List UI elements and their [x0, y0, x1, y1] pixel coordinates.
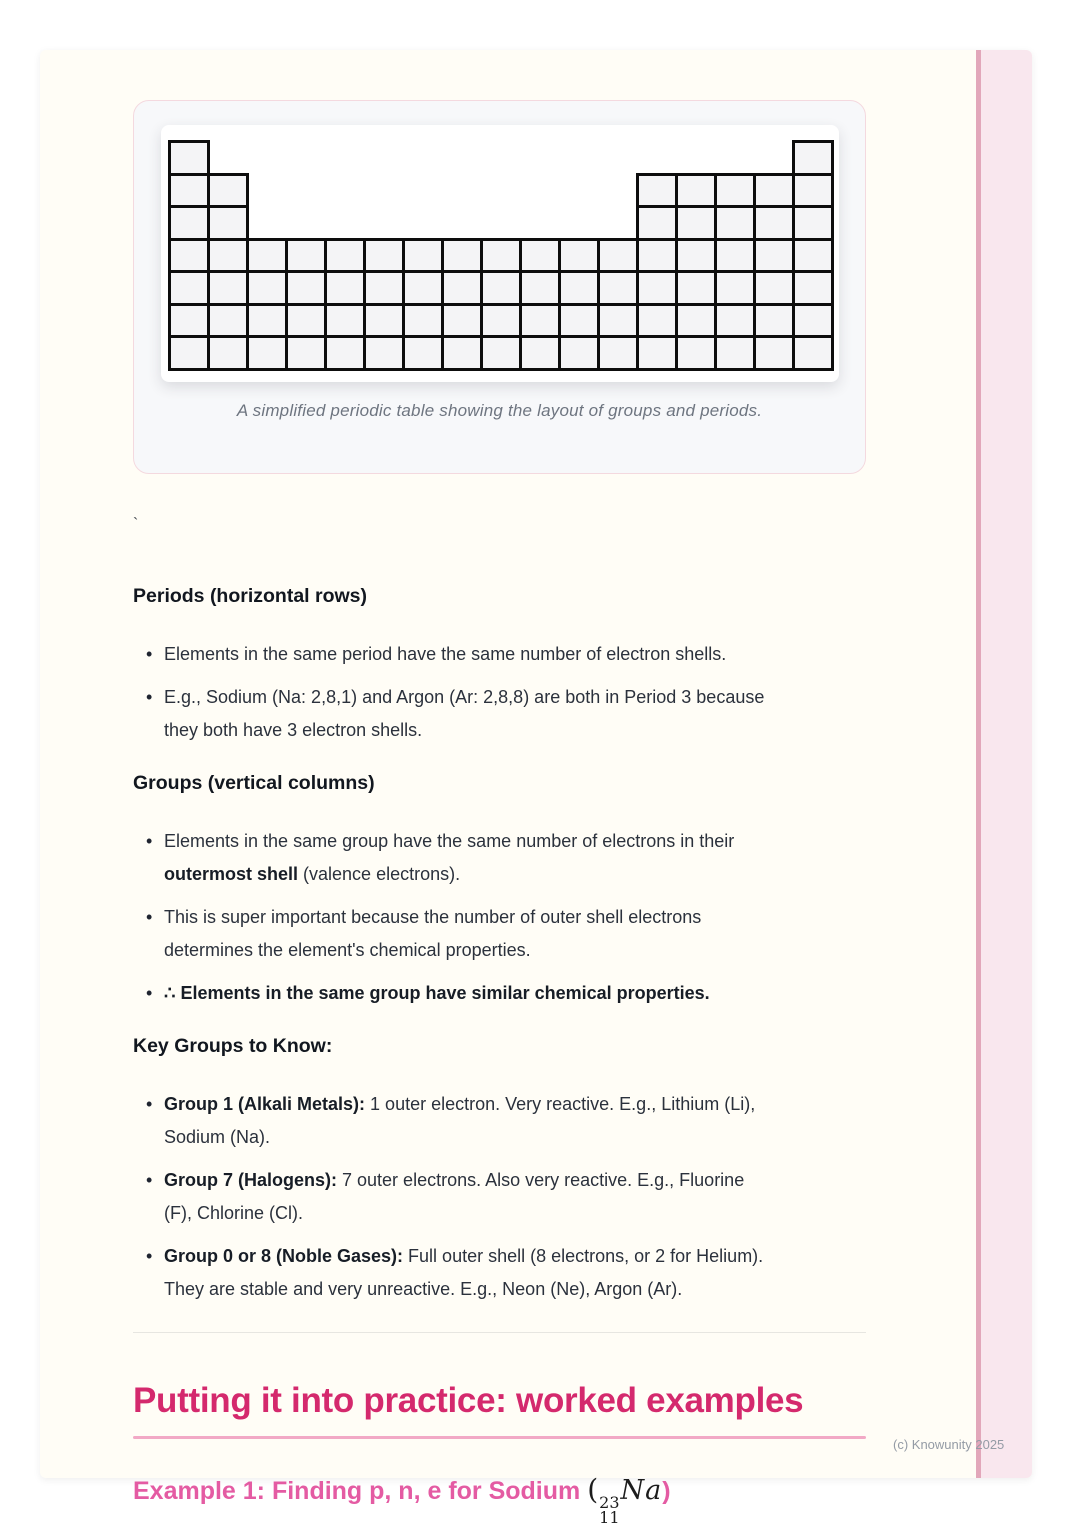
bullet-marker: • [146, 1094, 153, 1114]
bullet-marker: • [146, 907, 153, 927]
periodic-table-cell [675, 205, 717, 241]
periodic-table-cell [480, 238, 522, 274]
periodic-table-cell [636, 205, 678, 241]
periodic-table-cell [168, 335, 210, 371]
periodic-table-cell [363, 270, 405, 306]
periodic-table-cell [207, 173, 249, 209]
periodic-table-cell [558, 303, 600, 339]
close-paren: ) [662, 1477, 671, 1505]
figure-caption: A simplified periodic table showing the layout of groups and periods. [236, 401, 763, 420]
mass-number: 23 [599, 1493, 620, 1512]
list-item-text: Sodium (Na). [164, 1127, 271, 1147]
periodic-table-cell [168, 238, 210, 274]
periodic-table-cell [675, 303, 717, 339]
periodic-table-cell [636, 238, 678, 274]
math-open-paren: ( [587, 1473, 599, 1506]
periodic-table-cell [207, 303, 249, 339]
list-item-bold-text: outermost shell [164, 864, 299, 884]
periodic-table-cell [753, 238, 795, 274]
periodic-table-cell [714, 205, 756, 241]
periodic-table-cell [675, 335, 717, 371]
list-item [133, 977, 866, 1010]
list-item-text: (valence electrons). [298, 864, 461, 884]
note-content [133, 515, 866, 1525]
periodic-table-cell [792, 303, 834, 339]
bullet-list [133, 825, 866, 1010]
periodic-table-cell [675, 270, 717, 306]
list-item-bold-text: Group 7 (Halogens): [164, 1170, 338, 1190]
periodic-table-cell [636, 270, 678, 306]
document-page [40, 50, 1032, 1527]
periodic-table-cell [441, 238, 483, 274]
periodic-table-cell [675, 238, 717, 274]
periodic-table-grid [168, 140, 834, 371]
list-item-bold-text: ∴ Elements in the same group have similar chemical properties. [164, 983, 710, 1003]
list-item-text: E.g., Sodium (Na: 2,8,1) and Argon (Ar: 2,8,8) are both in Period 3 because [164, 687, 765, 707]
periodic-table-cell [246, 270, 288, 306]
periodic-table-cell [207, 238, 249, 274]
periodic-table-cell [597, 303, 639, 339]
example-heading [133, 1472, 866, 1525]
bullet-marker: • [146, 831, 153, 851]
periodic-table-cell [402, 335, 444, 371]
list-item [133, 638, 866, 671]
list-item [133, 1164, 866, 1230]
periodic-table-cell [480, 303, 522, 339]
periodic-table-cell [363, 238, 405, 274]
periodic-table-cell [558, 270, 600, 306]
periodic-table-cell [519, 238, 561, 274]
periodic-table-cell [324, 335, 366, 371]
periodic-table-cell [207, 335, 249, 371]
isotope-notation [587, 1473, 663, 1527]
periodic-table-cell [402, 270, 444, 306]
watermark: (c) Knowunity 2025 [893, 1437, 1005, 1452]
bullet-marker: • [146, 1170, 153, 1190]
list-item-text: determines the element's chemical properties. [164, 940, 531, 960]
periodic-table-cell [285, 335, 327, 371]
periodic-table-cell [168, 303, 210, 339]
periodic-table-cell [480, 335, 522, 371]
section-heading: Groups (vertical columns) [133, 772, 375, 794]
periodic-table-cell [636, 303, 678, 339]
periodic-table-cell [363, 335, 405, 371]
periodic-table-cell [597, 238, 639, 274]
periodic-table-cell [402, 303, 444, 339]
periodic-table-cell [792, 173, 834, 209]
periodic-table-cell [285, 270, 327, 306]
list-item-text: they both have 3 electron shells. [164, 720, 423, 740]
periodic-table-cell [285, 303, 327, 339]
periodic-table-cell [792, 270, 834, 306]
periodic-table-cell [324, 270, 366, 306]
section-heading: Periods (horizontal rows) [133, 585, 368, 607]
list-item-text: 1 outer electron. Very reactive. E.g., Lithium (Li), [365, 1094, 756, 1114]
periodic-table-cell [714, 303, 756, 339]
bullet-marker: • [146, 644, 153, 664]
periodic-table-cell [792, 205, 834, 241]
bullet-list [133, 1088, 866, 1306]
section-divider [133, 1332, 866, 1333]
section-heading: Key Groups to Know: [133, 1035, 333, 1057]
list-item-text: They are stable and very unreactive. E.g., Neon (Ne), Argon (Ar). [164, 1279, 683, 1299]
periodic-table-cell [168, 205, 210, 241]
periodic-table-cell [714, 270, 756, 306]
periodic-table-cell [246, 335, 288, 371]
periodic-table-cell [519, 335, 561, 371]
periodic-table-cell [714, 173, 756, 209]
example-heading-text: Example 1: Finding p, n, e for Sodium [133, 1477, 588, 1505]
periodic-table-cell [558, 238, 600, 274]
periodic-table-cell [441, 335, 483, 371]
periodic-table-cell [792, 238, 834, 274]
periodic-table-cell [441, 303, 483, 339]
periodic-table-cell [285, 238, 327, 274]
periodic-table-cell [753, 173, 795, 209]
periodic-table-cell [324, 238, 366, 274]
periodic-table-cell [480, 270, 522, 306]
periodic-table-cell [402, 238, 444, 274]
periodic-table-cell [168, 270, 210, 306]
figure-card [133, 100, 866, 474]
main-section-heading: Putting it into practice: worked examples [133, 1381, 804, 1420]
periodic-table-cell [753, 335, 795, 371]
periodic-table-cell [441, 270, 483, 306]
list-item-text: Elements in the same group have the same number of electrons in their [164, 831, 735, 851]
periodic-table-cell [207, 270, 249, 306]
list-item [133, 681, 866, 747]
periodic-table-cell [519, 303, 561, 339]
bullet-marker: • [146, 983, 153, 1003]
periodic-table-cell [168, 173, 210, 209]
periodic-table-cell [207, 205, 249, 241]
periodic-table-cell [519, 270, 561, 306]
list-item-text: This is super important because the number of outer shell electrons [164, 907, 702, 927]
page-edge-stripe [976, 50, 1032, 1478]
periodic-table-cell [246, 303, 288, 339]
periodic-table-cell [753, 270, 795, 306]
periodic-table-cell [636, 335, 678, 371]
list-item-text: (F), Chlorine (Cl). [164, 1203, 304, 1223]
list-item-text: 7 outer electrons. Also very reactive. E.g., Fluorine [337, 1170, 745, 1190]
bullet-marker: • [146, 687, 153, 707]
atomic-number: 11 [599, 1508, 620, 1527]
periodic-table-cell [792, 140, 834, 176]
periodic-table-cell [636, 173, 678, 209]
periodic-table-cell [753, 205, 795, 241]
periodic-table-cell [792, 335, 834, 371]
periodic-table-cell [597, 335, 639, 371]
list-item-text: Full outer shell (8 electrons, or 2 for Helium). [403, 1246, 764, 1266]
isotope-numbers [599, 1495, 619, 1525]
heading-underline [133, 1436, 866, 1439]
list-item-text: Elements in the same period have the same number of electron shells. [164, 644, 727, 664]
stray-backtick: ` [133, 516, 139, 533]
list-item [133, 1088, 866, 1154]
periodic-table-cell [714, 335, 756, 371]
list-item [133, 825, 866, 891]
periodic-table-cell [714, 238, 756, 274]
list-item [133, 901, 866, 967]
periodic-table-cell [597, 270, 639, 306]
periodic-table-figure [161, 125, 839, 382]
periodic-table-cell [363, 303, 405, 339]
bullet-marker: • [146, 1246, 153, 1266]
list-item-bold-text: Group 1 (Alkali Metals): [164, 1094, 366, 1114]
list-item [133, 1240, 866, 1306]
periodic-table-cell [753, 303, 795, 339]
periodic-table-cell [675, 173, 717, 209]
element-symbol: Na [620, 1475, 663, 1506]
list-item-bold-text: Group 0 or 8 (Noble Gases): [164, 1246, 404, 1266]
periodic-table-cell [558, 335, 600, 371]
bullet-list [133, 638, 866, 747]
periodic-table-cell [324, 303, 366, 339]
periodic-table-cell [246, 238, 288, 274]
periodic-table-cell [168, 140, 210, 176]
